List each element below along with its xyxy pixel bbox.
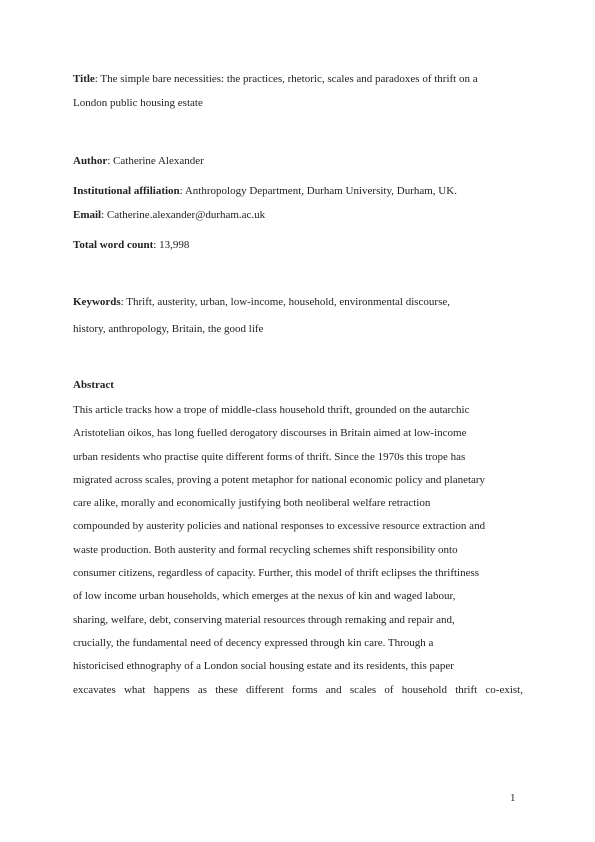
author-line <box>73 149 523 173</box>
author-value: : Catherine Alexander <box>107 155 204 167</box>
title-text: : The simple bare necessities: the practices, rhetoric, scales and paradoxes of thrift on a <box>94 73 478 85</box>
title-label: Title <box>73 73 95 85</box>
author-info-section <box>73 149 523 257</box>
abstract-line: sharing, welfare, debt, conserving material resources through remaking and repair and, <box>73 613 455 626</box>
abstract-line: Aristotelian oikos, has long fuelled derogatory discourses in Britain aimed at low-income <box>73 427 467 440</box>
affiliation-label: Institutional affiliation <box>73 185 180 197</box>
email-value: : Catherine.alexander@durham.ac.uk <box>101 209 266 221</box>
abstract-line: This article tracks how a trope of middle-class household thrift, grounded on the autarchic <box>73 404 470 416</box>
affiliation-line <box>73 179 523 203</box>
title-line-2: London public housing estate <box>73 97 203 109</box>
word-count-label: Total word count <box>73 239 154 251</box>
email-line <box>73 203 523 227</box>
page-number: 1 <box>510 792 516 804</box>
keywords-line-2: history, anthropology, Britain, the good life <box>73 323 264 335</box>
abstract-line: excavates what happens as these different forms and scales of household thrift co-exist, <box>73 683 523 696</box>
abstract-line: compounded by austerity policies and national responses to excessive resource extraction and <box>73 520 486 533</box>
abstract-line: care alike, morally and economically justifying both neoliberal welfare retraction <box>73 497 431 510</box>
abstract-line: crucially, the fundamental need of decency expressed through kin care. Through a <box>73 636 434 649</box>
abstract-line: consumer citizens, regardless of capacity. Further, this model of thrift eclipses the thriftiness <box>73 567 480 580</box>
keywords-text: : Thrift, austerity, urban, low-income, household, environmental discourse, <box>120 296 450 308</box>
email-label: Email <box>73 209 102 221</box>
word-count-line <box>73 233 523 257</box>
title-section <box>73 67 523 115</box>
keywords-section <box>73 290 523 341</box>
title-line-1 <box>73 67 523 91</box>
abstract-line: historicised ethnography of a London social housing estate and its residents, this paper <box>73 660 454 673</box>
affiliation-value: : Anthropology Department, Durham University, Durham, UK. <box>179 185 457 197</box>
abstract-line: urban residents who practise quite different forms of thrift. Since the 1970s this trope has <box>73 450 466 463</box>
keywords-label: Keywords <box>73 296 121 308</box>
abstract-line: of low income urban households, which emerges at the nexus of kin and waged labour, <box>73 590 456 603</box>
keywords-line-1 <box>73 290 523 314</box>
abstract-line: waste production. Both austerity and formal recycling schemes shift responsibility onto <box>73 543 458 556</box>
author-label: Author <box>73 155 108 167</box>
abstract-heading: Abstract <box>73 379 114 391</box>
word-count-value: : 13,998 <box>153 239 190 251</box>
abstract-body <box>73 399 523 702</box>
abstract-line: migrated across scales, proving a potent metaphor for national economic policy and planetary <box>73 473 486 486</box>
